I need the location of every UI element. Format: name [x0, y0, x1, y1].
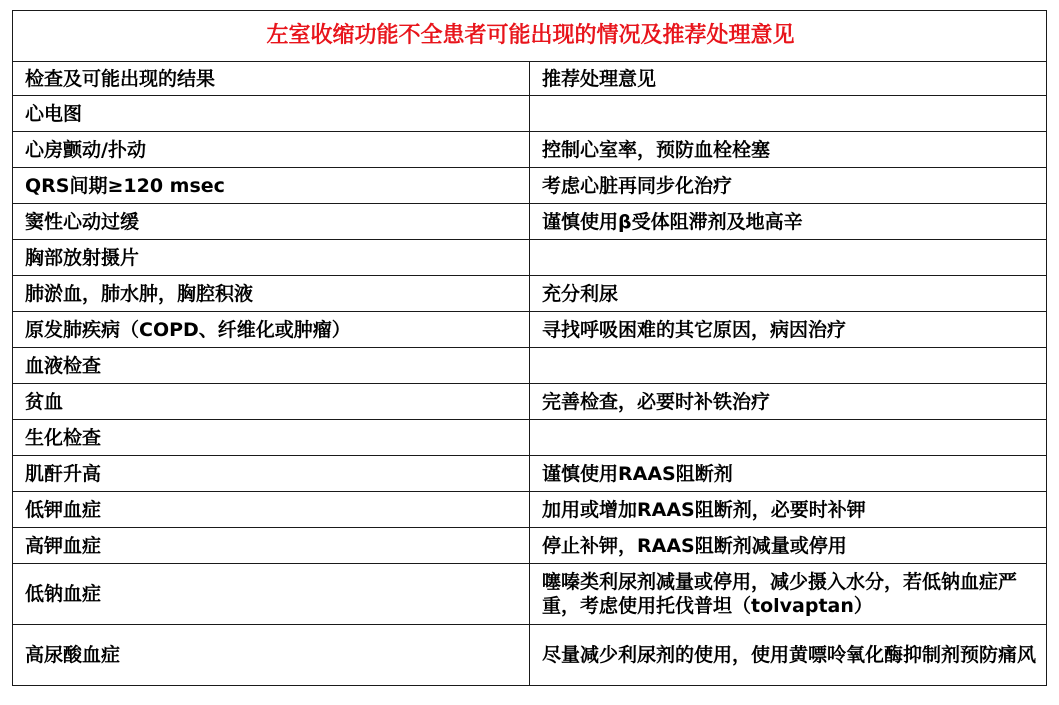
table-row	[13, 312, 1047, 348]
finding-cell: 肺淤血，肺水肿，胸腔积液	[13, 276, 530, 312]
advice-cell: 尽量减少利尿剂的使用，使用黄嘌呤氧化酶抑制剂预防痛风	[530, 625, 1047, 686]
finding-cell: 心房颤动/扑动	[13, 132, 530, 168]
column-header-finding: 检查及可能出现的结果	[13, 62, 530, 96]
advice-cell: 谨慎使用RAAS阻断剂	[530, 456, 1047, 492]
table-row	[13, 492, 1047, 528]
finding-cell: QRS间期≥120 msec	[13, 168, 530, 204]
advice-cell: 加用或增加RAAS阻断剂，必要时补钾	[530, 492, 1047, 528]
table-row	[13, 132, 1047, 168]
advice-cell: 停止补钾，RAAS阻断剂减量或停用	[530, 528, 1047, 564]
finding-cell: 原发肺疾病（COPD、纤维化或肿瘤）	[13, 312, 530, 348]
finding-cell: 血液检查	[13, 348, 530, 384]
table-row	[13, 456, 1047, 492]
advice-cell: 噻嗪类利尿剂减量或停用，减少摄入水分，若低钠血症严重，考虑使用托伐普坦（tolvaptan）	[530, 564, 1047, 625]
finding-cell: 高尿酸血症	[13, 625, 530, 686]
finding-cell: 肌酐升高	[13, 456, 530, 492]
advice-cell: 寻找呼吸困难的其它原因，病因治疗	[530, 312, 1047, 348]
finding-cell: 生化检查	[13, 420, 530, 456]
advice-cell: 控制心室率，预防血栓栓塞	[530, 132, 1047, 168]
advice-cell: 谨慎使用β受体阻滞剂及地高辛	[530, 204, 1047, 240]
finding-cell: 胸部放射摄片	[13, 240, 530, 276]
table-row	[13, 348, 1047, 384]
finding-cell: 心电图	[13, 96, 530, 132]
table-row	[13, 204, 1047, 240]
advice-cell	[530, 348, 1047, 384]
advice-cell: 充分利尿	[530, 276, 1047, 312]
table-row	[13, 276, 1047, 312]
table-row	[13, 168, 1047, 204]
table-row	[13, 564, 1047, 625]
table-row	[13, 96, 1047, 132]
document-table-container	[12, 10, 1046, 686]
table-row	[13, 528, 1047, 564]
finding-cell: 贫血	[13, 384, 530, 420]
table-row	[13, 420, 1047, 456]
advice-cell	[530, 96, 1047, 132]
column-header-advice: 推荐处理意见	[530, 62, 1047, 96]
finding-cell: 低钾血症	[13, 492, 530, 528]
advice-cell: 完善检查，必要时补铁治疗	[530, 384, 1047, 420]
table-row	[13, 625, 1047, 686]
table-title: 左室收缩功能不全患者可能出现的情况及推荐处理意见	[13, 11, 1047, 62]
recommendation-table	[12, 10, 1047, 686]
advice-cell	[530, 420, 1047, 456]
finding-cell: 窦性心动过缓	[13, 204, 530, 240]
table-row	[13, 384, 1047, 420]
advice-cell: 考虑心脏再同步化治疗	[530, 168, 1047, 204]
finding-cell: 高钾血症	[13, 528, 530, 564]
finding-cell: 低钠血症	[13, 564, 530, 625]
table-row	[13, 240, 1047, 276]
advice-cell	[530, 240, 1047, 276]
